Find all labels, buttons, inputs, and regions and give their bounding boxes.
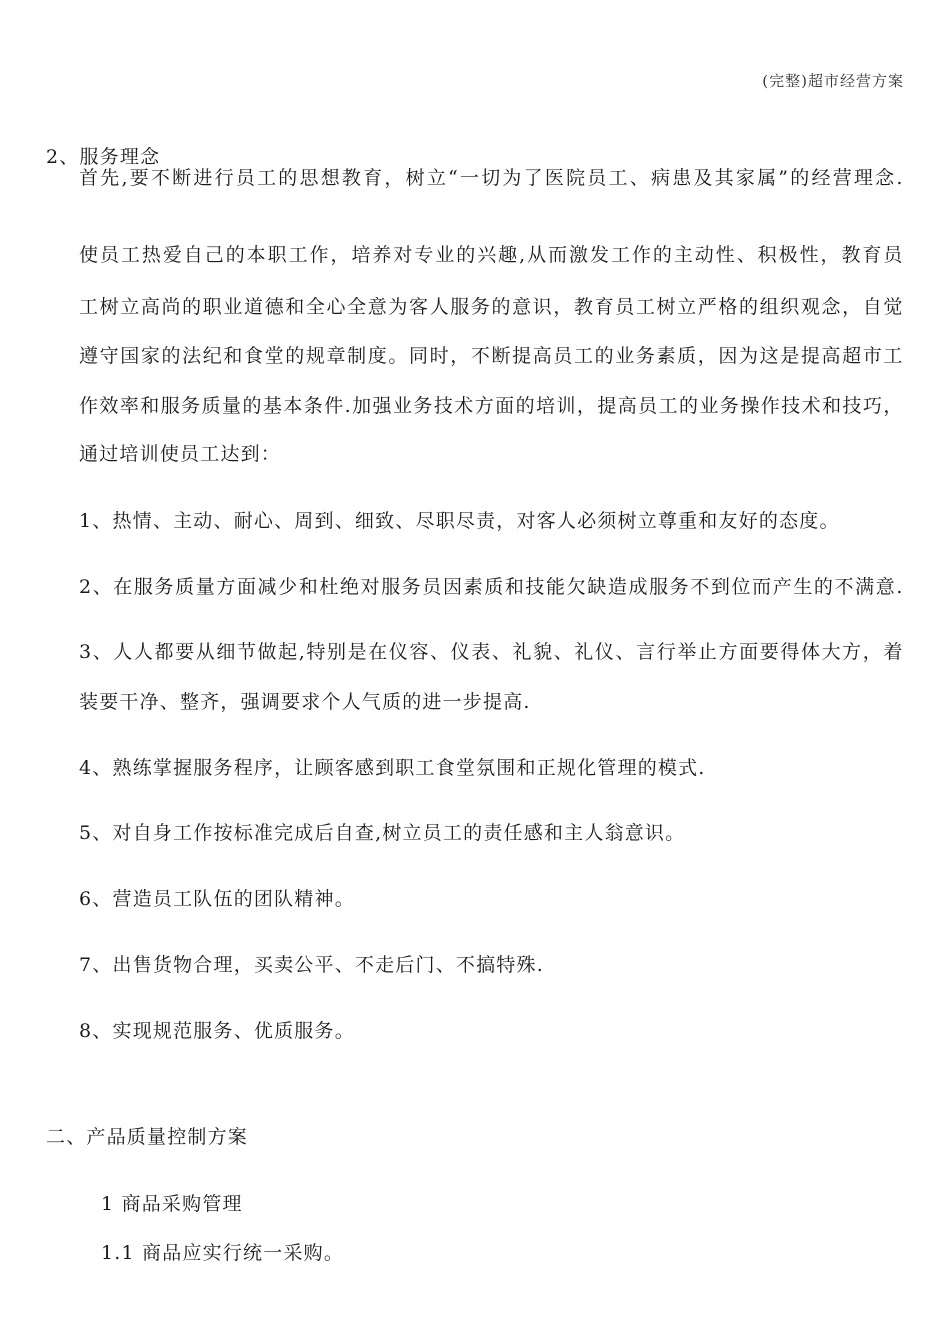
list-item: 7、出售货物合理，买卖公平、不走后门、不搞特殊. bbox=[79, 954, 544, 976]
sub-item: 1.1 商品应实行统一采购。 bbox=[101, 1242, 345, 1264]
section-heading-service: 2、服务理念 bbox=[46, 146, 161, 168]
paragraph-line: 工树立高尚的职业道德和全心全意为客人服务的意识，教育员工树立严格的组织观念，自觉 bbox=[79, 296, 903, 318]
sub-heading: 1 商品采购管理 bbox=[101, 1193, 243, 1215]
list-item: 5、对自身工作按标准完成后自查,树立员工的责任感和主人翁意识。 bbox=[79, 822, 686, 844]
list-item: 4、熟练掌握服务程序，让顾客感到职工食堂氛围和正规化管理的模式. bbox=[79, 757, 706, 779]
list-item: 装要干净、整齐，强调要求个人气质的进一步提高. bbox=[79, 691, 531, 713]
paragraph-line: 使员工热爱自己的本职工作，培养对专业的兴趣,从而激发工作的主动性、积极性，教育员 bbox=[79, 244, 903, 266]
list-item: 6、营造员工队伍的团队精神。 bbox=[79, 888, 355, 910]
paragraph-line: 首先,要不断进行员工的思想教育，树立“一切为了医院员工、病患及其家属”的经营理念. bbox=[79, 167, 903, 189]
section-heading-quality: 二、产品质量控制方案 bbox=[46, 1126, 249, 1148]
page-header: (完整)超市经营方案 bbox=[762, 72, 904, 90]
list-item: 2、在服务质量方面减少和杜绝对服务员因素质和技能欠缺造成服务不到位而产生的不满意. bbox=[79, 576, 903, 598]
list-item: 3、人人都要从细节做起,特别是在仪容、仪表、礼貌、礼仪、言行举止方面要得体大方，着 bbox=[79, 641, 903, 663]
paragraph-line: 遵守国家的法纪和食堂的规章制度。同时，不断提高员工的业务素质，因为这是提高超市工 bbox=[79, 345, 903, 367]
paragraph-line: 作效率和服务质量的基本条件.加强业务技术方面的培训，提高员工的业务操作技术和技巧， bbox=[79, 395, 903, 417]
list-item: 1、热情、主动、耐心、周到、细致、尽职尽责，对客人必须树立尊重和友好的态度。 bbox=[79, 510, 840, 532]
list-item: 8、实现规范服务、优质服务。 bbox=[79, 1020, 355, 1042]
paragraph-line: 通过培训使员工达到： bbox=[79, 443, 282, 465]
